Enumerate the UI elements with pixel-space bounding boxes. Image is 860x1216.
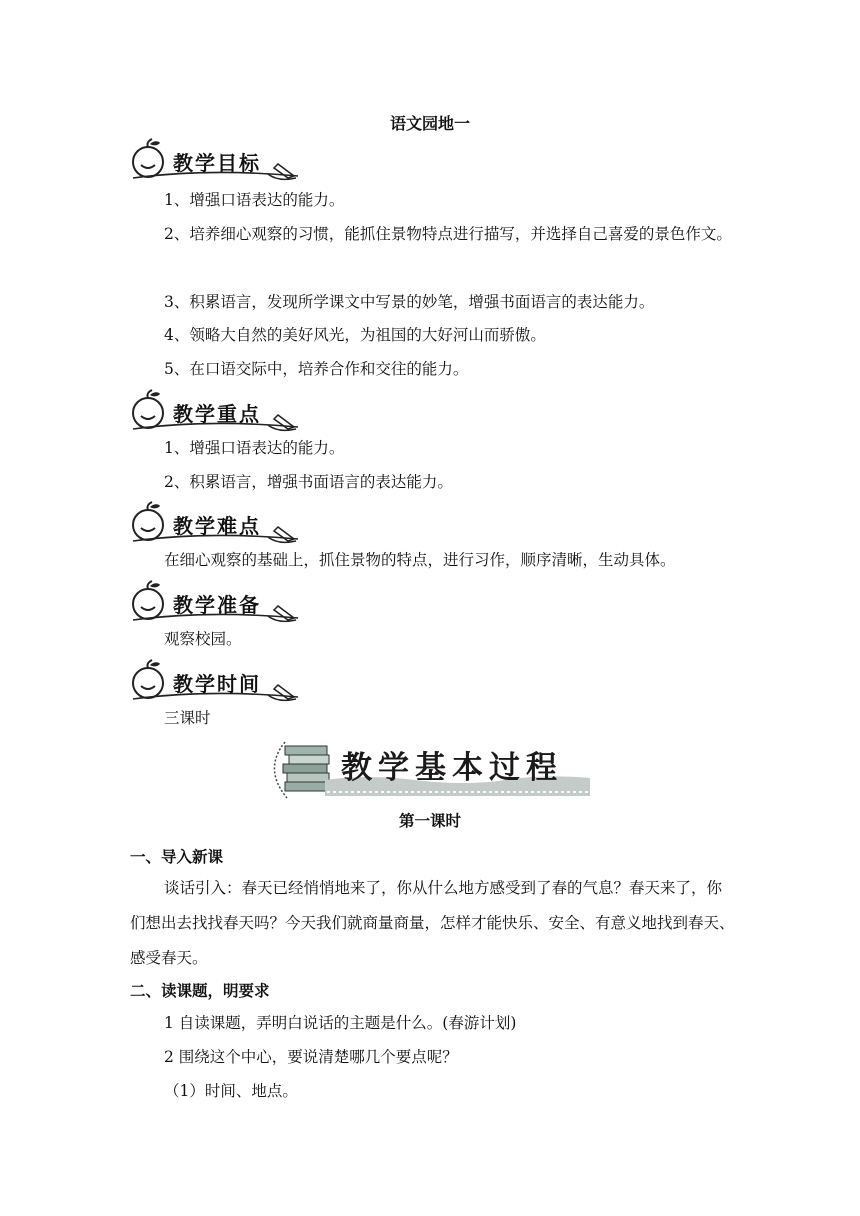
section-heading-preparation <box>128 580 308 624</box>
key-point-item-1: 1、增强口语表达的能力。 <box>164 439 345 457</box>
banner-title: 教学基本过程 <box>341 750 563 786</box>
section-heading-goals <box>128 138 308 182</box>
section-heading-key-points <box>128 389 308 433</box>
part1-text: 谈话引入：春天已经悄悄地来了，你从什么地方感受到了春的气息？春天来了，你们想出去找找春天吗？今天我们就商量商量，怎样才能快乐、安全、有意义地找到春天、感受春天。 <box>130 879 735 967</box>
part2-item-2: 2 围绕这个中心，要说清楚哪几个要点呢？ <box>164 1048 458 1066</box>
preparation-text: 观察校园。 <box>164 630 242 648</box>
section-heading-difficulties <box>128 501 308 545</box>
time-text: 三课时 <box>164 709 211 727</box>
goal-item-1: 1、增强口语表达的能力。 <box>164 191 345 209</box>
section-heading-label: 教学时间 <box>173 672 261 696</box>
page-title: 语文园地一 <box>389 114 470 133</box>
difficulties-text: 在细心观察的基础上，抓住景物的特点，进行习作，顺序清晰，生动具体。 <box>164 551 676 569</box>
part1-heading: 一、导入新课 <box>130 848 224 866</box>
part2-heading: 二、读课题，明要求 <box>130 982 270 1000</box>
section-heading-label: 教学准备 <box>173 593 261 617</box>
section-heading-label: 教学重点 <box>173 402 261 426</box>
part2-item-1: 1 自读课题，弄明白说话的主题是什么。(春游计划) <box>164 1014 517 1032</box>
lesson-title: 第一课时 <box>398 812 461 830</box>
section-heading-label: 教学目标 <box>173 151 261 175</box>
section-heading-time <box>128 659 308 703</box>
process-banner <box>265 734 595 804</box>
key-point-item-2: 2、积累语言，增强书面语言的表达能力。 <box>164 473 453 491</box>
goal-item-5: 5、在口语交际中，培养合作和交往的能力。 <box>164 360 469 378</box>
goal-item-4: 4、领略大自然的美好风光，为祖国的大好河山而骄傲。 <box>164 326 546 344</box>
section-heading-label: 教学难点 <box>173 514 261 538</box>
goal-item-3: 3、积累语言，发现所学课文中写景的妙笔，增强书面语言的表达能力。 <box>164 293 655 311</box>
part2-item-3: （1）时间、地点。 <box>164 1082 298 1100</box>
goal-item-2: 2、培养细心观察的习惯，能抓住景物特点进行描写，并选择自己喜爱的景色作文。 <box>164 225 732 243</box>
